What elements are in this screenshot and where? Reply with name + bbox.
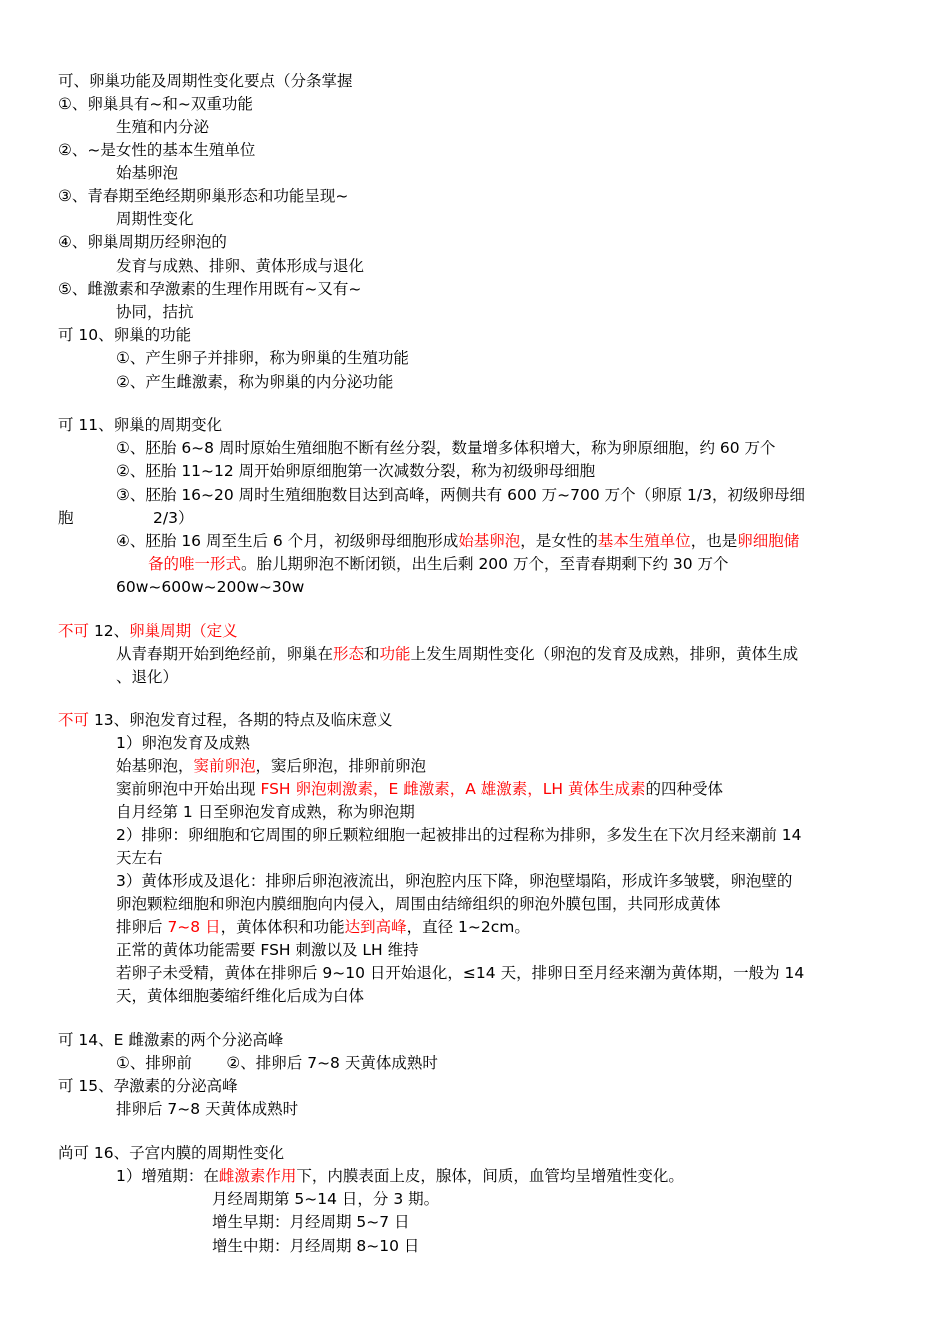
text-run: 。胎儿期卵泡不断闭锁，出生后剩 200 万个，至青春期剩下约 30 万个 [241,555,729,573]
section-16-mid: 增生中期：月经周期 8~10 日 [212,1237,420,1255]
section-number: 12、 [89,622,130,640]
section-12-body-line-2: 、退化） [116,668,179,686]
highlight-days: 7~8 日 [167,918,221,936]
question-item-3: ③、青春期至绝经期卵巢形态和功能呈现~ [58,187,349,205]
section-13-peak [116,917,530,937]
highlight-preantral-follicle: 窦前卵泡 [193,757,256,775]
text-run: ，也是 [690,532,738,550]
highlight-estrogen-action: 雌激素作用 [218,1167,297,1185]
section-title-14: 可 14、E 雌激素的两个分泌高峰 [58,1031,284,1049]
section-title-13 [58,710,393,730]
highlight-peak: 达到高峰 [344,918,407,936]
section-15-items: 排卵后 7~8 天黄体成熟时 [116,1100,299,1118]
section-11-item-2: ②、胚胎 11~12 周开始卵原细胞第一次减数分裂，称为初级卵母细胞 [116,462,596,480]
section-12-title: 卵巢周期（定义 [129,622,238,640]
text-run: ，窦后卵泡，排卵前卵泡 [255,757,427,775]
text-run: 下，内膜表面上皮，腺体，间质，血管均呈增殖性变化。 [296,1167,684,1185]
section-13-sub-2-line-1: 2）排卵：卵细胞和它周围的卵丘颗粒细胞一起被排出的过程称为排卵，多发生在下次月经来潮前 14 [116,826,802,844]
section-10-item-2: ②、产生雌激素，称为卵巢的内分泌功能 [116,373,394,391]
section-13-sub-3-line-1: 3）黄体形成及退化：排卵后卵泡液流出，卵泡腔内压下降，卵泡壁塌陷，形成许多皱襞，卵泡壁的 [116,872,793,890]
answer-item-3: 周期性变化 [116,210,194,228]
section-title-11: 可 11、卵巢的周期变化 [58,416,223,434]
section-13-title: 13、卵泡发育过程，各期的特点及临床意义 [89,711,393,729]
section-13-sub-2-line-2: 天左右 [116,849,163,867]
section-11-item-3-line-2a: 胞 [58,509,74,527]
question-item-5: ⑤、雌激素和孕激素的生理作用既有~又有~ [58,280,362,298]
text-run: ，是女性的 [520,532,598,550]
section-16-cycle: 月经周期第 5~14 日，分 3 期。 [212,1190,440,1208]
label-not-ok: 不可 [58,622,90,640]
highlight-function: 功能 [379,645,411,663]
text-run: 和 [364,645,380,663]
highlight-receptors: FSH 卵泡刺激素，E 雌激素，A 雄激素，LH 黄体生成素 [260,780,646,798]
section-12-body-line-1 [116,644,798,664]
highlight-primordial-follicle: 始基卵泡 [458,532,521,550]
section-11-item-4-line-1 [116,531,799,551]
highlight-storage-form: 卵细胞储 [737,532,800,550]
section-title-ovary-points: 可、卵巢功能及周期性变化要点（分条掌握 [58,72,353,90]
label-not-ok: 不可 [58,711,90,729]
text-run: 始基卵泡， [116,757,194,775]
text-run: ，黄体体积和功能 [220,918,345,936]
text-run: ，直径 1~2cm。 [406,918,530,936]
section-title-15: 可 15、孕激素的分泌高峰 [58,1077,238,1095]
section-13-follicular-phase: 自月经第 1 日至卵泡发育成熟，称为卵泡期 [116,803,415,821]
section-11-item-3-line-2b: 2/3） [153,509,194,527]
question-item-2: ②、~是女性的基本生殖单位 [58,141,256,159]
answer-item-2: 始基卵泡 [116,164,179,182]
text-run: 从青春期开始到绝经前，卵巢在 [116,645,334,663]
text-run: 排卵后 [116,918,168,936]
text-run: ④、胚胎 16 周至生后 6 个月，初级卵母细胞形成 [116,532,459,550]
section-title-10: 可 10、卵巢的功能 [58,326,192,344]
section-title-16: 尚可 16、子宫内膜的周期性变化 [58,1144,285,1162]
section-13-normal-function: 正常的黄体功能需要 FSH 刺激以及 LH 维持 [116,941,419,959]
highlight-storage-form-cont: 备的唯一形式 [148,555,242,573]
section-13-sub-1: 1）卵泡发育及成熟 [116,734,250,752]
section-11-item-4-line-2 [148,554,729,574]
section-10-item-1: ①、产生卵子并排卵，称为卵巢的生殖功能 [116,349,409,367]
highlight-basic-unit: 基本生殖单位 [597,532,691,550]
section-13-stages [116,756,426,776]
answer-item-5: 协同，拮抗 [116,303,194,321]
text-run: 上发生周期性变化（卵泡的发育及成熟，排卵，黄体生成 [410,645,799,663]
answer-item-1: 生殖和内分泌 [116,118,210,136]
section-14-items: ①、排卵前 ②、排卵后 7~8 天黄体成熟时 [116,1054,438,1072]
section-13-regress-line-2: 天，黄体细胞萎缩纤维化后成为白体 [116,987,365,1005]
question-item-4: ④、卵巢周期历经卵泡的 [58,233,227,251]
section-title-12 [58,621,238,641]
section-11-item-4-line-3: 60w~600w~200w~30w [116,578,305,596]
question-item-1: ①、卵巢具有~和~双重功能 [58,95,253,113]
section-13-regress-line-1: 若卵子未受精，黄体在排卵后 9~10 日开始退化，≤14 天，排卵日至月经来潮为黄体期，一般为 14 [116,964,805,982]
section-13-sub-3-line-2: 卵泡颗粒细胞和卵泡内膜细胞向内侵入，周围由结缔组织的卵泡外膜包围，共同形成黄体 [116,895,721,913]
text-run: 窦前卵泡中开始出现 [116,780,261,798]
text-run: 的四种受体 [645,780,723,798]
section-16-sub-1 [116,1166,684,1186]
answer-item-4: 发育与成熟、排卵、黄体形成与退化 [116,257,365,275]
section-11-item-3-line-1: ③、胚胎 16~20 周时生殖细胞数目达到高峰，两侧共有 600 万~700 万个（卵原 1/3，初级卵母细 [116,486,805,504]
section-16-early: 增生早期：月经周期 5~7 日 [212,1213,410,1231]
highlight-form: 形态 [333,645,365,663]
section-11-item-1: ①、胚胎 6~8 周时原始生殖细胞不断有丝分裂，数量增多体积增大，称为卵原细胞，约 60 万个 [116,439,776,457]
text-run: 1）增殖期：在 [116,1167,219,1185]
section-13-receptors [116,779,723,799]
